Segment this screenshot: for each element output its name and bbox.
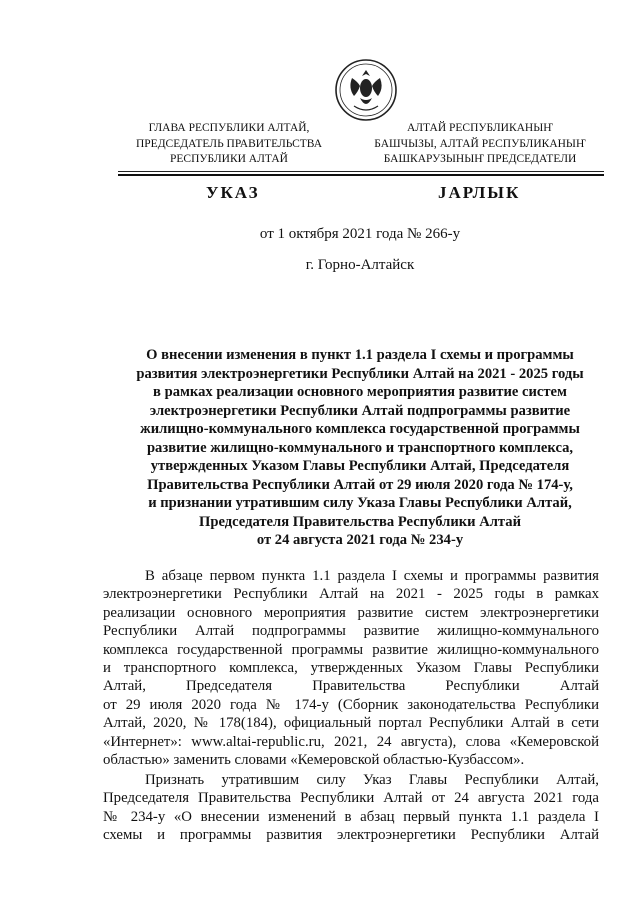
paragraph-line: и транспортного комплекса, утвержденных Указом Главы Республики: [103, 659, 599, 676]
body-paragraph-1: [103, 567, 599, 769]
left-authority-line: ГЛАВА РЕСПУБЛИКИ АЛТАЙ,: [148, 122, 310, 134]
title-line: и признании утратившим силу Указа Главы Республики Алтай,: [148, 495, 572, 511]
document-date-number: от 1 октября 2021 года № 266-у: [259, 226, 461, 242]
document-city: г. Горно-Алтайск: [305, 257, 415, 273]
left-authority-line: ПРЕДСЕДАТЕЛЬ ПРАВИТЕЛЬСТВА: [135, 137, 323, 150]
paragraph-line: Алтай, 2020, № 178(184), официальный портал Республики Алтай в сети: [103, 715, 599, 732]
paragraph-line: Председателя Правительства Республики Алтай от 24 августа 2021 года: [103, 790, 599, 807]
left-authority-block: [110, 121, 348, 168]
paragraph-line: Признать утратившим силу Указ Главы Республики Алтай,: [145, 772, 599, 788]
title-line: развития электроэнергетики Республики Алтай на 2021 - 2025 годы: [136, 365, 584, 382]
document-title: [90, 346, 630, 550]
title-line: утвержденных Указом Главы Республики Алтай, Председателя: [150, 458, 570, 474]
paragraph-line: Алтай, Председателя Правительства Республики Алтай: [103, 678, 599, 695]
left-authority-line: РЕСПУБЛИКИ АЛТАЙ: [170, 153, 288, 165]
title-line: от 24 августа 2021 года № 234-у: [256, 532, 464, 548]
paragraph-line: от 29 июля 2020 года № 174-у (Сборник законодательства Республики: [103, 696, 599, 713]
paragraph-line: «Интернет»: www.altai-republic.ru, 2021, 24 августа), слова «Кемеровской: [103, 733, 599, 750]
document-type-altai: JАРЛЫК: [438, 183, 521, 202]
paragraph-line: областью» заменить словами «Кемеровской областью-Кузбассом».: [103, 751, 525, 768]
right-authority-line: АЛТАЙ РЕСПУБЛИКАНЫҤ: [406, 122, 554, 134]
title-line: в рамках реализации основного мероприятия развитие систем: [153, 384, 567, 400]
title-line: электроэнергетики Республики Алтай подпрограммы развитие: [149, 402, 571, 419]
header-divider-thick: [118, 174, 604, 176]
title-line: жилищно-коммунального комплекса государственной программы: [140, 421, 580, 437]
paragraph-line: схемы и программы развития электроэнергетики Республики Алтай: [103, 827, 599, 844]
title-line: Правительства Республики Алтай от 29 июля 2020 года № 174-у,: [147, 476, 573, 493]
title-line: Председателя Правительства Республики Алтай: [199, 513, 521, 530]
title-line: развитие жилищно-коммунального и транспортного комплекса,: [146, 439, 574, 456]
paragraph-line: реализации основного мероприятия развитие систем электроэнергетики: [103, 604, 599, 621]
paragraph-line: электроэнергетики Республики Алтай на 2021 - 2025 годы в рамках: [103, 586, 599, 603]
right-authority-line: БАШЧЫЗЫ, АЛТАЙ РЕСПУБЛИКАНЫҤ: [374, 137, 586, 150]
right-authority-line: БАШКАРУЗЫНЫҤ ПРЕДСЕДАТЕЛИ: [383, 153, 577, 165]
right-authority-block: [354, 121, 606, 168]
paragraph-line: Республики Алтай подпрограммы развитие жилищно-коммунального: [103, 623, 599, 640]
title-line: О внесении изменения в пункт 1.1 раздела I схемы и программы: [146, 347, 574, 363]
coat-of-arms-icon: [334, 58, 398, 122]
paragraph-line: № 234-у «О внесении изменений в абзац первый пункта 1.1 раздела I: [103, 808, 599, 825]
document-type-russian: УКАЗ: [206, 183, 260, 202]
paragraph-line: В абзаце первом пункта 1.1 раздела I схемы и программы развития: [145, 568, 599, 584]
body-paragraph-2: [103, 771, 599, 845]
header-divider-thin: [118, 171, 604, 172]
paragraph-line: комплекса государственной программы развитие жилищно-коммунального: [103, 641, 599, 658]
